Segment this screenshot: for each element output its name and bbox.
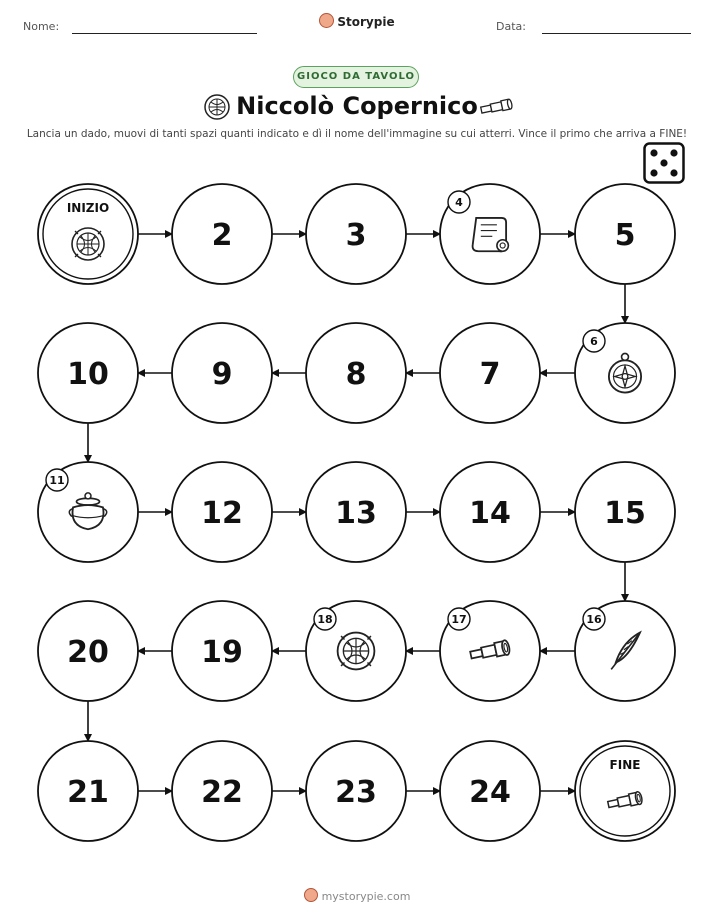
board-space	[38, 462, 138, 562]
page-title: Niccolò Copernico	[236, 92, 478, 120]
space-number: 16	[586, 613, 602, 626]
board-space	[172, 184, 272, 284]
space-number: 8	[345, 357, 367, 392]
board-space	[172, 601, 272, 701]
board-space	[172, 741, 272, 841]
board-space	[575, 323, 675, 423]
space-label: INIZIO	[66, 201, 110, 215]
brand-name: Storypie	[337, 15, 395, 29]
space-number: 2	[211, 218, 233, 253]
space-number: 9	[211, 357, 233, 392]
space-number: 3	[345, 218, 367, 253]
board-space	[575, 462, 675, 562]
board-space	[172, 323, 272, 423]
board-space	[172, 462, 272, 562]
board-space	[306, 323, 406, 423]
board-space	[440, 601, 540, 701]
storypie-logo-icon	[304, 888, 318, 902]
name-label: Nome:	[23, 20, 60, 33]
space-number: 24	[469, 775, 511, 810]
space-number: 17	[451, 613, 467, 626]
space-number: 14	[469, 496, 511, 531]
space-label: FINE	[609, 758, 641, 772]
space-number: 15	[604, 496, 646, 531]
space-number: 7	[479, 357, 501, 392]
space-number: 21	[67, 775, 109, 810]
board-space	[306, 462, 406, 562]
space-number: 10	[67, 357, 109, 392]
space-number: 18	[317, 613, 333, 626]
board-space	[38, 601, 138, 701]
board-space	[38, 741, 138, 841]
space-number: 20	[67, 635, 109, 670]
space-circle	[575, 741, 675, 841]
space-number: 5	[614, 218, 636, 253]
space-number: 4	[455, 196, 463, 209]
space-number: 12	[201, 496, 243, 531]
board-space	[306, 184, 406, 284]
board-space	[440, 462, 540, 562]
space-number: 19	[201, 635, 243, 670]
board-space	[440, 323, 540, 423]
instructions: Lancia un dado, muovi di tanti spazi quanti indicato e dì il nome dell'immagine su cui atterri. Vince il primo che arriva a FINE!	[26, 128, 688, 140]
board-space	[440, 184, 540, 284]
start-space	[38, 184, 138, 284]
footer-url: mystorypie.com	[321, 890, 411, 903]
board-space	[306, 601, 406, 701]
game-type-badge: GIOCO DA TAVOLO	[293, 66, 419, 88]
board-space	[575, 184, 675, 284]
space-number: 6	[590, 335, 598, 348]
scroll-icon	[473, 218, 509, 252]
globe-icon	[338, 633, 375, 670]
board-space	[306, 741, 406, 841]
finish-space	[575, 741, 675, 841]
space-number: 13	[335, 496, 377, 531]
board-space	[575, 601, 675, 701]
date-label: Data:	[496, 20, 526, 33]
footer	[0, 888, 714, 903]
space-number: 22	[201, 775, 243, 810]
globe-icon	[72, 228, 104, 260]
board-space	[440, 741, 540, 841]
space-number: 11	[49, 474, 65, 487]
space-number: 23	[335, 775, 377, 810]
board-space	[38, 323, 138, 423]
